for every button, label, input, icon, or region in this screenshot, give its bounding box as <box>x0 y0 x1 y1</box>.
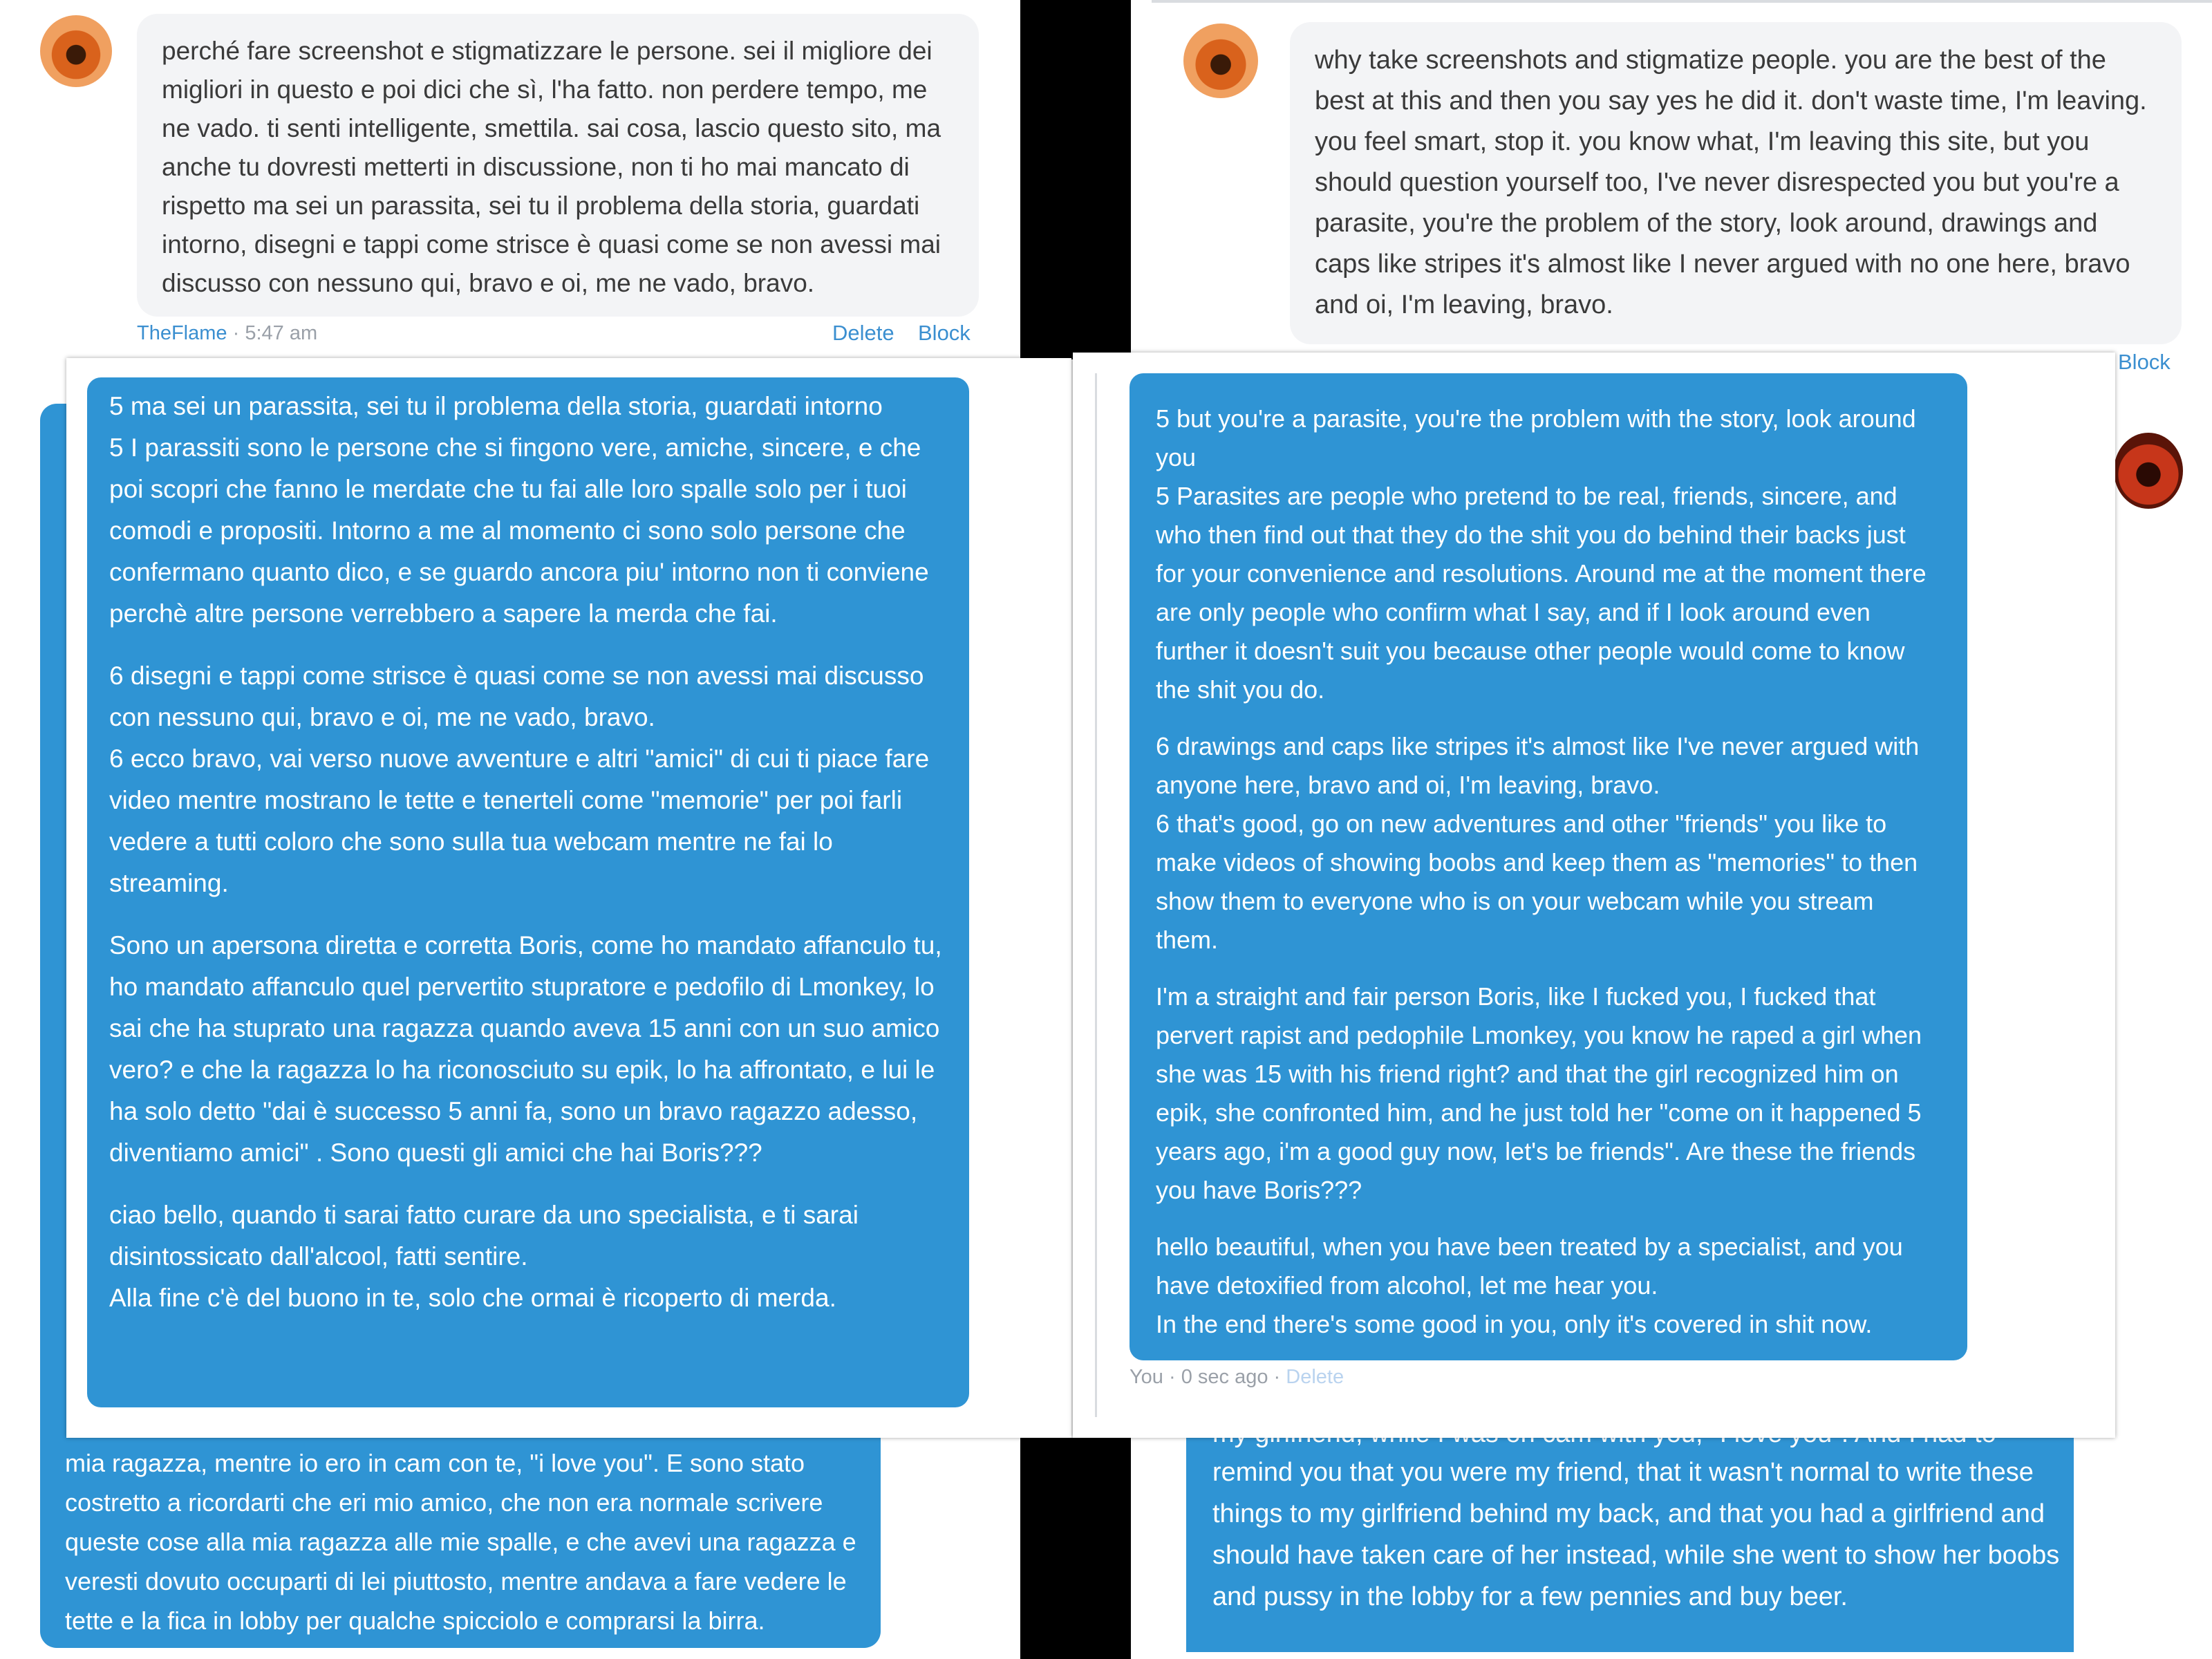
right-message-bubble <box>1290 22 2182 344</box>
left-reply-p3: Sono un apersona diretta e corretta Boris, come ho mandato affanculo tu, ho mandato affanculo quel pervertito stupratore e pedofilo di Lmonkey, lo sai che ha stuprato una ragazza quando aveva 15 anni con un suo amico vero? e che la ragazza lo ha riconosciuto su epik, lo ha affrontato, e lui le ha solo detto "dai è successo 5 anni fa, sono un bravo ragazzo adesso, diventiamo amici" . Sono questi gli amici che hai Boris??? <box>109 931 942 1167</box>
sent-time: · 0 sec ago · <box>1169 1366 1281 1388</box>
right-sent-meta <box>1130 1366 1344 1389</box>
left-message-text: perché fare screenshot e stigmatizzare le persone. sei il migliore dei migliori in questo e poi dici che sì, l'ha fatto. non perdere tempo, me ne vado. ti senti intelligente, smettila. sai cosa, lascio questo sito, ma anche tu dovresti metterti in discussione, non ti ho mai mancato di rispetto ma sei un parassita, sei tu il problema della storia, guardati intorno, disegni e tappi come strisce è quasi come se non avessi mai discusso con nessuno qui, bravo e oi, me ne vado, bravo. <box>162 37 941 297</box>
left-reply-p1: 5 ma sei un parassita, sei tu il problema della storia, guardati intorno 5 I parassiti sono le persone che si fingono vere, amiche, sincere, e che poi scopri che fanno le merdate che tu fai alle loro spalle solo per i tuoi comodi e propositi. Intorno a me al momento ci sono solo persone che confermano quanto dico, e se guardo ancora piu' intorno non ti conviene perchè altre persone verrebbero a sapere la merda che fai. <box>109 392 929 628</box>
left-reply-p4: ciao bello, quando ti sarai fatto curare da uno specialista, e ti sarai disintossicato dall'alcool, fatti sentire. Alla fine c'è del buono in te, solo che ormai è ricoperto di merda. <box>109 1201 859 1312</box>
top-divider <box>1152 0 2212 3</box>
theflame-avatar[interactable] <box>40 15 112 87</box>
author-link[interactable]: TheFlame <box>137 322 227 344</box>
message-time: · 5:47 am <box>232 322 318 344</box>
right-bottom-text-wrap <box>1212 1452 2063 1618</box>
left-bottom-text: mia ragazza, mentre io ero in cam con te, "i love you". E sono stato costretto a ricordarti che eri mio amico, che non era normale scrivere queste cose alla mia ragazza alle mie spalle, e che avevi una ragazza e veresti dovuto occuparti di lei piuttosto, mentre andava a fare vedere le tette e la fica in lobby per qualche spicciolo e comprarsi la birra. <box>65 1449 856 1635</box>
left-delete-link[interactable]: Delete <box>832 321 894 345</box>
right-block-link[interactable]: Block <box>2118 350 2171 374</box>
left-reply-bubble <box>87 377 969 1407</box>
right-reply-p2: 6 drawings and caps like stripes it's almost like I've never argued with anyone here, bravo and oi, I'm leaving, bravo. 6 that's good, go on new adventures and other "friends" you like to make videos of showing boobs and keep them as "memories" to then show them to everyone who is on your webcam while you stream them. <box>1156 732 1920 954</box>
user-avatar[interactable] <box>2114 433 2183 509</box>
left-reply-p2: 6 disegni e tappi come strisce è quasi come se non avessi mai discusso con nessuno qui, bravo e oi, me ne vado, bravo. 6 ecco bravo, vai verso nuove avventure e altri "amici" di cui ti piace fare video mentre mostrano le tette e tenerteli come "memorie" per poi farli vedere a tutti coloro che sono sulla tua webcam mentre ne fai lo streaming. <box>109 662 930 897</box>
left-message-meta <box>137 322 317 345</box>
right-theflame-avatar[interactable] <box>1183 24 1258 98</box>
you-label: You <box>1130 1366 1163 1388</box>
right-panel-divider <box>1095 373 1097 1417</box>
right-reply-p4: hello beautiful, when you have been treated by a specialist, and you have detoxified from alcohol, let me hear you. In the end there's some good in you, only it's covered in shit now. <box>1156 1232 1903 1338</box>
right-delete-link[interactable]: Delete <box>1286 1366 1344 1388</box>
left-message-bubble <box>137 14 979 317</box>
right-reply-p1: 5 but you're a parasite, you're the problem with the story, look around you 5 Parasites are people who pretend to be real, friends, sincere, and who then find out that they do the shit you do behind their backs just for your convenience and resolutions. Around me at the moment there are only people who confirm what I say, and if I look around even further it doesn't suit you because other people would come to know the shit you do. <box>1156 404 1927 704</box>
right-bottom-text: remind you that you were my friend, that it wasn't normal to write these things to my girlfriend behind my back, and that you had a girlfriend and should have taken care of her instead, while she went to show her boobs and pussy in the lobby for a few pennies and buy beer. <box>1212 1458 2060 1611</box>
center-black-bar-bottom <box>1020 1438 1131 1659</box>
left-bottom-text-wrap <box>65 1443 867 1640</box>
right-reply-bubble <box>1130 373 1967 1360</box>
center-black-bar-top <box>1020 0 1131 359</box>
left-block-link[interactable]: Block <box>918 321 971 345</box>
right-message-text: why take screenshots and stigmatize people. you are the best of the best at this and then you say yes he did it. don't waste time, I'm leaving. you feel smart, stop it. you know what, I'm leaving this site, but you should question yourself too, I've never disrespected you but you're a parasite, you're the problem of the story, look around, drawings and caps like stripes it's almost like I never argued with no one here, bravo and oi, I'm leaving, bravo. <box>1315 46 2147 319</box>
right-reply-p3: I'm a straight and fair person Boris, like I fucked you, I fucked that pervert rapist and pedophile Lmonkey, you know he raped a girl when she was 15 with his friend right? and that the girl recognized him on epik, she confronted him, and he just told her "come on it happened 5 years ago, i'm a good guy now, let's be friends". Are these the friends you have Boris??? <box>1156 982 1922 1204</box>
